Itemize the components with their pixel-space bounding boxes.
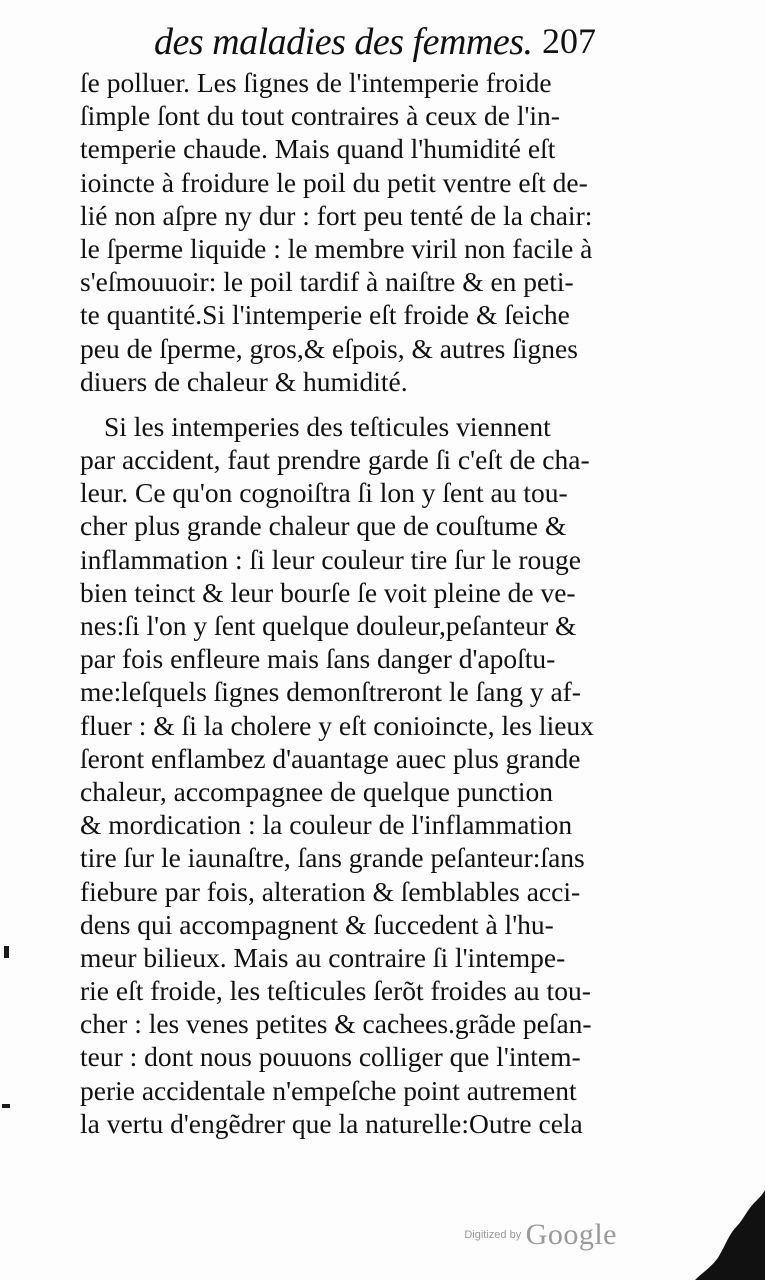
paragraph-2 (80, 410, 610, 1140)
margin-ink-mark (4, 946, 9, 958)
text-line: fiebure par fois, alteration & ſemblables acci- (80, 875, 581, 907)
text-line: dens qui accompagnent & ſuccedent à l'hu- (80, 908, 554, 940)
text-line: ſimple ſont du tout contraires à ceux de l'in- (80, 100, 560, 132)
body-text (80, 66, 610, 1140)
text-line: le ſperme liquide : le membre viril non facile à (80, 232, 593, 264)
text-line: perie accidentale n'empeſche point autrement (80, 1074, 577, 1106)
stamp-prefix: Digitized by (464, 1229, 522, 1241)
text-line: rie eſt froide, les teſticules ſerõt froides au tou- (80, 975, 591, 1007)
corner-ink-blot (685, 1190, 765, 1280)
page-header (150, 14, 600, 70)
digitization-stamp (464, 1218, 617, 1252)
text-line: diuers de chaleur & humidité. (80, 365, 408, 397)
text-line: lié non aſpre ny dur : fort peu tenté de la chair: (80, 199, 593, 231)
text-line: fluer : & ſi la cholere y eſt conioincte, les lieux (80, 709, 594, 741)
text-line: cher : les venes petites & cachees.grãde peſan- (80, 1008, 592, 1040)
text-line: & mordication : la couleur de l'inflammation (80, 809, 573, 841)
text-line: par accident, faut prendre garde ſi c'eſt de cha- (80, 444, 590, 476)
margin-ink-mark (2, 1104, 10, 1108)
text-line: temperie chaude. Mais quand l'humidité eſt (80, 133, 556, 165)
text-line: cher plus grande chaleur que de couſtume & (80, 510, 567, 542)
text-line: te quantité.Si l'intemperie eſt froide & ſeiche (80, 299, 570, 331)
running-title: des maladies des femmes. (154, 21, 533, 63)
text-line: ioincte à froidure le poil du petit ventre eſt de- (80, 166, 588, 198)
text-line: chaleur, accompagnee de quelque punction (80, 775, 554, 807)
stamp-brand: Google (525, 1218, 617, 1251)
text-line: par fois enfleure mais ſans danger d'apoſtu- (80, 643, 556, 675)
text-line: meur bilieux. Mais au contraire ſi l'intempe- (80, 941, 566, 973)
text-line: inflammation : ſi leur couleur tire ſur le rouge (80, 543, 581, 575)
text-line: teur : dont nous pouuons colliger que l'intem- (80, 1041, 581, 1073)
text-line: tire ſur le iaunaſtre, ſans grande peſanteur:ſans (80, 842, 585, 874)
paragraph-gap (80, 398, 610, 410)
text-line: leur. Ce qu'on cognoiſtra ſi lon y ſent au tou- (80, 477, 568, 509)
text-line: ſeront enflambez d'auantage auec plus grande (80, 742, 581, 774)
text-line: Si les intemperies des teſticules viennent (104, 410, 551, 442)
page-number: 207 (542, 21, 596, 61)
text-line: nes:ſi l'on y ſent quelque douleur,peſanteur & (80, 610, 577, 641)
paragraph-1 (80, 66, 610, 398)
text-line: la vertu d'engẽdrer que la naturelle:Outre cela (80, 1107, 583, 1139)
text-line: bien teinct & leur bourſe ſe voit pleine de ve- (80, 576, 576, 608)
text-line: me:leſquels ſignes demonſtreront le ſang y af- (80, 676, 581, 708)
text-line: ſe polluer. Les ſignes de l'intemperie froide (80, 67, 552, 98)
text-line: s'eſmouuoir: le poil tardif à naiſtre & en peti- (80, 266, 574, 298)
text-line: peu de ſperme, gros,& eſpois, & autres ſignes (80, 332, 578, 364)
